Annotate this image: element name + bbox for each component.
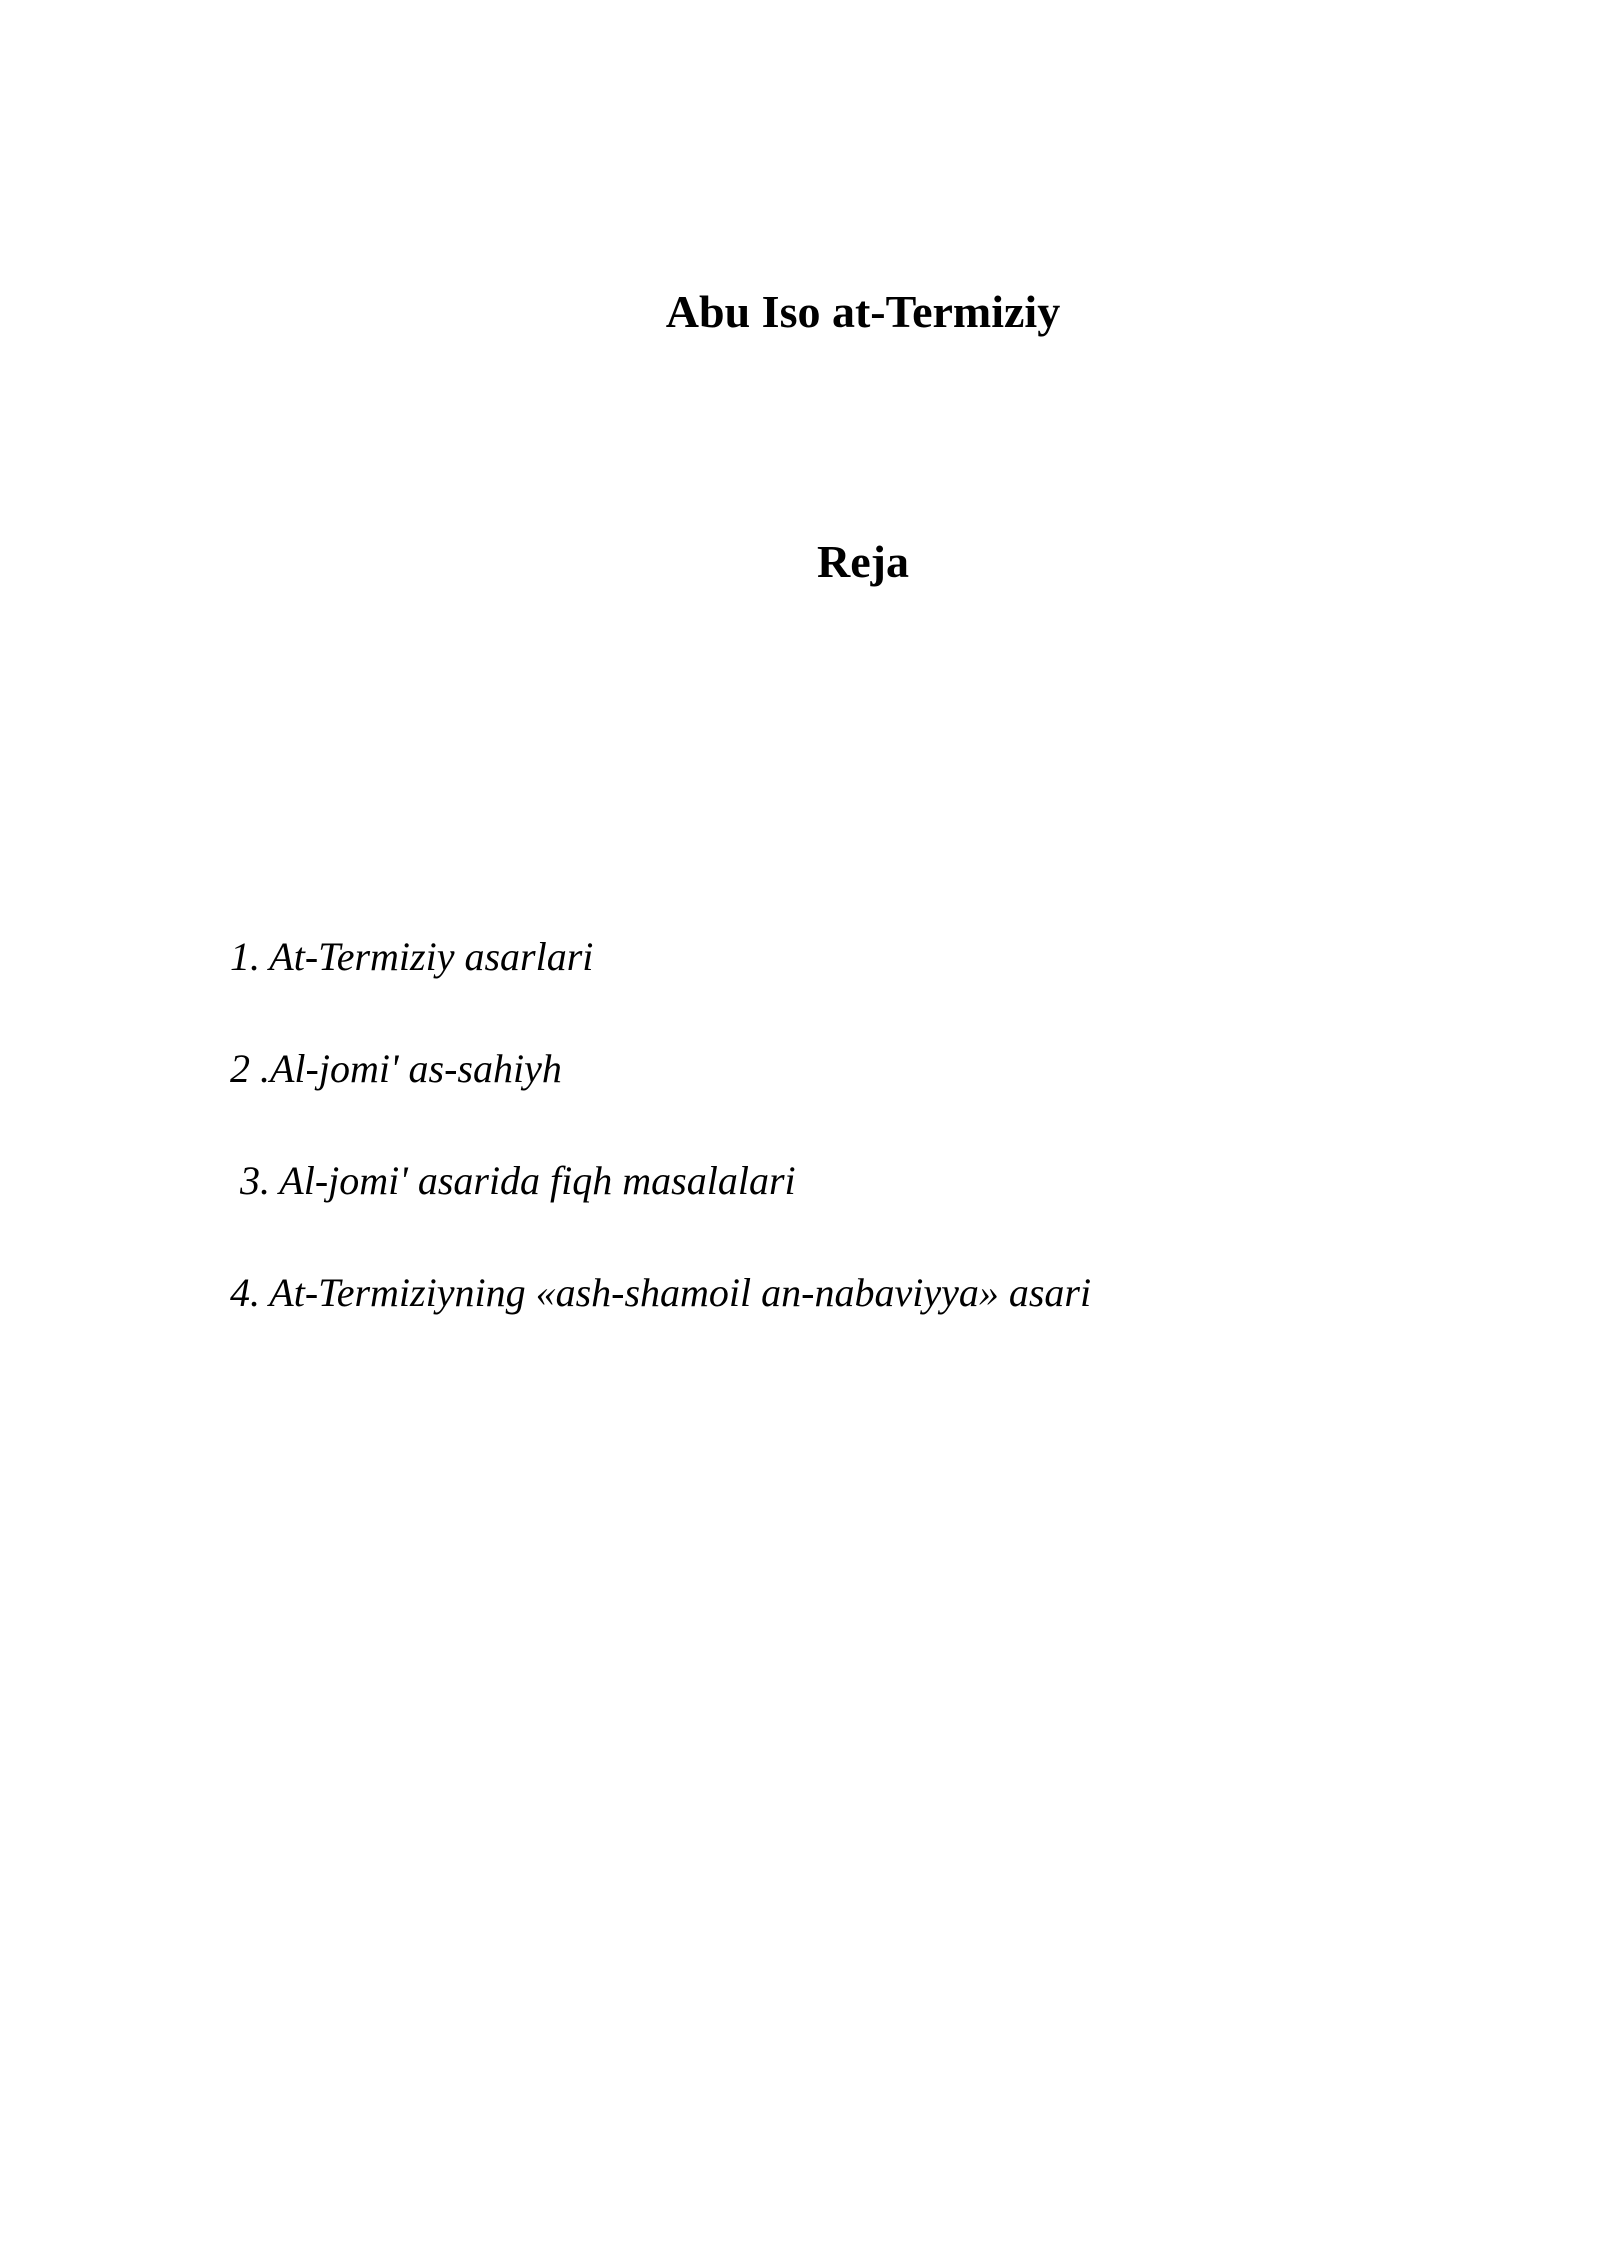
plan-item: 3. Al-jomi' asarida fiqh masalalari bbox=[230, 1158, 796, 1203]
document-title: Abu Iso at-Termiziy bbox=[665, 286, 1061, 337]
plan-item: 4. At-Termiziyning «ash-shamoil an-nabaviyya» asari bbox=[230, 1270, 1092, 1315]
plan-heading: Reja bbox=[817, 536, 909, 587]
plan-item: 2 .Al-jomi' as-sahiyh bbox=[230, 1046, 562, 1091]
plan-item: 1. At-Termiziy asarlari bbox=[230, 934, 594, 979]
